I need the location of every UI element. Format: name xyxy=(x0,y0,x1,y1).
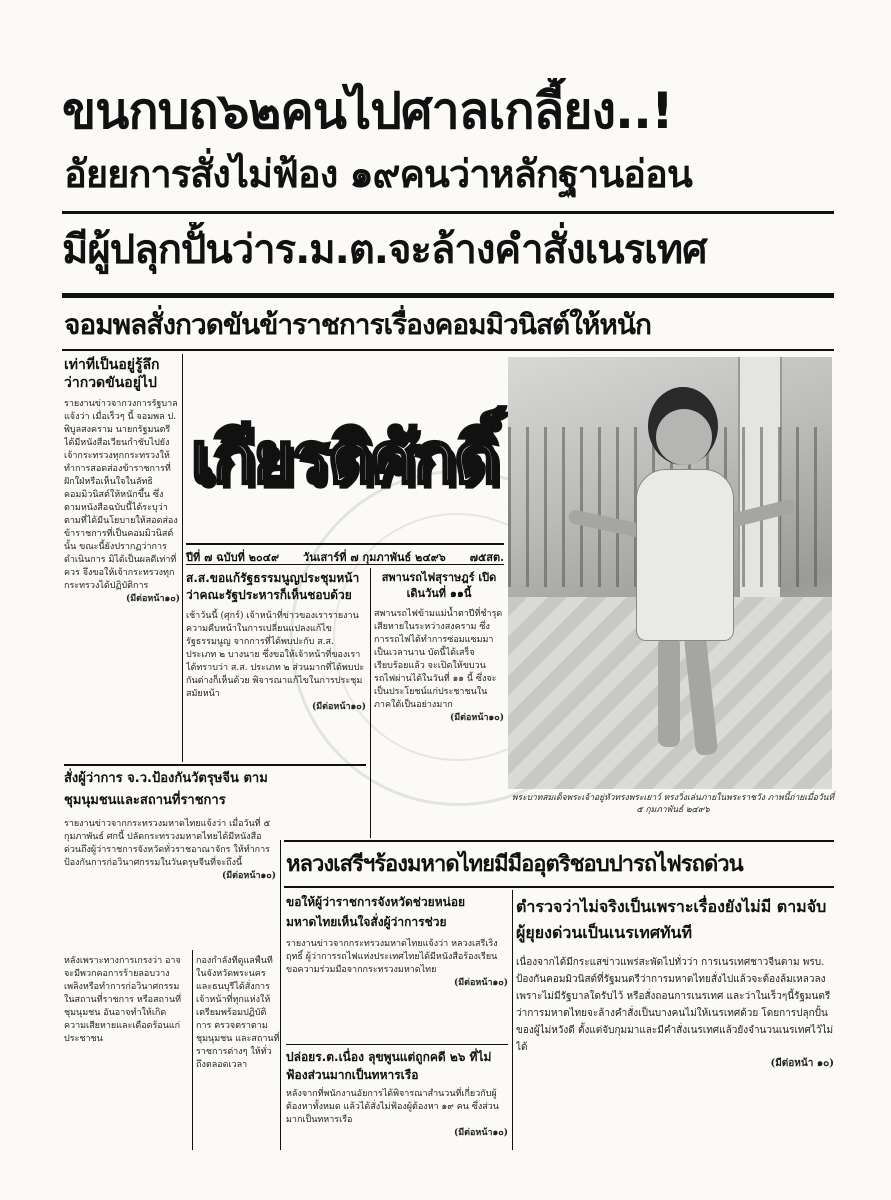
issue-number: ปีที่ ๗ ฉบับที่ ๒๐๔๙ xyxy=(186,551,280,564)
story-police-headline: ตำรวจว่าไม่จริงเป็นเพราะเรื่องยังไม่มี ตามจับผู้ยุยงด่วนเป็นเนรเทศทันที xyxy=(516,897,827,942)
masthead xyxy=(186,390,502,530)
headline-tertiary: มีผู้ปลุกปั้นว่าร.ม.ต.จะล้างคำสั่งเนรเทศ xyxy=(62,227,707,273)
rule-lower-left xyxy=(64,764,366,766)
story-constitution-headline: ส.ส.ขอแก้รัฐธรรมนูญประชุมหน้า ว่าคณะรัฐประหารก็เห็นชอบด้วย xyxy=(186,571,360,602)
story-police-body: เนื่องจากได้มีกระแสข่าวแพร่สะพัดไปทั่วว่า การเนรเทศชาวจีนตาม พรบ. ป้องกันคอมมิวนิสต์ที่รัฐมนตรีว่าการมหาดไทยสั่งไปแล้วจะต้องล้มเหลวลง เพราะไม่มีรัฐบาลใดรับไว้ หรือสั่งถอนการเนรเทศ และว่าในเร็วๆนี้รัฐมนตรีว่าการมหาดไทยจะล้างคำสั่งเป็นบางคนไม่ให้เนรเทศด้วย โดยการปลุกปั้นของผู้ไม่หวังดี ตั้งแต่จับกุมมาและมีคำสั่งเนรเทศแล้วยังจำนวนเนรเทศไว้ไม่ได้ xyxy=(516,957,834,1053)
dateline-rule xyxy=(186,564,504,565)
photo-child-body xyxy=(636,469,734,641)
story-governor xyxy=(64,768,276,948)
story-police xyxy=(516,894,834,1144)
left-column-body: รายงานข่าวจากวงการรัฐบาลแจ้งว่า เมื่อเร็วๆ นี้ จอมพล ป. พิบูลสงคราม นายกรัฐมนตรี ได้มีหนังสือเวียนกำชับไปยังเจ้ากระทรวงทุกกระทรวงให้ทำการสอดส่องข้าราชการที่ฝักใฝ่หรือเห็นใจในลัทธิคอมมิวนิสต์ให้หนักขึ้น ซึ่งตามหนังสือฉบับนี้ได้ระบุว่าตามที่ได้มีนโยบายให้สอดส่องข้าราชการที่เป็นคอมมิวนิสต์นั้น ขณะนี้ยังปรากฏว่าการดำเนินการ มิได้เป็นผลดีเท่าที่ควร จึงขอให้เจ้ากระทรวงทุกกระทรวงได้ปฏิบัติการ xyxy=(64,399,178,591)
story-railway-bridge-headline: สพานรถไฟสุราษฎร์ เปิดเดินวันที่ ๑๑นี้ xyxy=(381,571,497,600)
story-fire xyxy=(286,892,508,1042)
left-column-headline: เท่าที่เป็นอยู่รู้ลึก ว่ากวดขันอยู่ไป xyxy=(64,357,160,391)
story-police-continued: (มีต่อหน้า ๑๐) xyxy=(770,1058,834,1069)
bottom-left-column-b-body: กองกำลังที่ดูแลพื้นที่ในจังหวัดพระนครและธนบุรีได้สั่งการเจ้าหน้าที่ทุกแห่งให้เตรียมพร้อมปฏิบัติการ ตรวจตราตามชุมนุมชน และสถานที่ราชการต่างๆ ให้ทั่วถึงตลอดเวลา xyxy=(196,956,280,1070)
story-fire-headline: หลวงเสรีฯร้องมหาดไทยมีมืออุตริชอบปารถไฟรถด่วน xyxy=(286,852,743,877)
story-constitution-body: เช้าวันนี้ (ศุกร์) เจ้าหน้าที่ข่าวของเรารายงานความคืบหน้าในการเปลี่ยนแปลงแก้ไขรัฐธรรมนูญ จากการที่ได้พบปะกับ ส.ส. ประเภท ๒ บางนาย ซึ่งขอให้เจ้าหน้าที่ของเราได้ทราบว่า ส.ส. ประเภท ๒ ส่วนมากที่ได้พบปะกันต่างก็เห็นด้วย พิจารณาแก้ไขในการประชุมสมัยหน้า xyxy=(186,611,365,699)
story-railway-bridge-continued: (มีต่อหน้า๑๐) xyxy=(449,713,504,723)
story-release-headline: ปล่อยร.ต.เนื่อง ลุขพูนแต่ถูกคดี ๒๖ ที่ไม่ฟ้องส่วนมากเป็นทหารเรือ xyxy=(286,1050,492,1082)
rule-1 xyxy=(62,211,834,214)
story-governor-continued: (มีต่อหน้า๑๐) xyxy=(221,871,276,881)
story-constitution xyxy=(186,570,366,760)
story-railway-bridge-body: สพานรถไฟข้ามแม่น้ำตาปีที่ชำรุดเสียหายในระหว่างสงคราม ซึ่งการรถไฟได้ทำการซ่อมแซมมาเป็นเวลานาน บัดนี้ได้เสร็จเรียบร้อยแล้ว จะเปิดให้ขบวนรถไฟผ่านได้ในวันที่ ๑๑ นี้ ซึ่งจะเป็นประโยชน์แก่ประชาชนในภาคใต้เป็นอย่างมาก xyxy=(374,609,503,710)
photo-child-leg-left xyxy=(658,637,680,747)
vertical-rule-center xyxy=(280,840,281,1150)
photo-caption: พระบาทสมเด็จพระเจ้าอยู่หัวทรงพระเยาว์ ทรงวิ่งเล่นภายในพระราชวัง ภาพนี้ถ่ายเมื่อวันที่ ๕ กุมภาพันธ์ ๒๔๙๖ xyxy=(511,793,835,815)
story-fire-body: รายงานข่าวจากกระทรวงมหาดไทยแจ้งว่า หลวงเสรีเริงฤทธิ์ ผู้ว่าการรถไฟแห่งประเทศไทยได้มีหนังสือร้องเรียนขอความร่วมมือจากกระทรวงมหาดไทย xyxy=(286,939,498,975)
headline-main: ขนกบถ๖๒คนไปศาลเกลี้ยง..! xyxy=(62,82,673,140)
rule-banner-top xyxy=(284,840,834,842)
photo-child-face xyxy=(656,409,712,465)
rule-3 xyxy=(62,349,834,351)
vertical-rule-left xyxy=(182,354,183,762)
vertical-rule-mid xyxy=(370,568,371,838)
rule-banner-bottom xyxy=(284,886,834,888)
headline-fourth: จอมพลสั่งกวดขันข้าราชการเรื่องคอมมิวนิสต์ให้หนัก xyxy=(64,308,651,341)
story-governor-headline: สั่งผู้ว่าการ จ.ว.ป้องกันวัตรุษจีน ตามชุมนุมชนและสถานที่ราชการ xyxy=(64,771,268,808)
bottom-left-column-b xyxy=(196,955,280,1145)
story-release xyxy=(286,1048,508,1148)
rule-2 xyxy=(62,293,834,298)
issue-price: ๗๕สต. xyxy=(469,551,504,564)
left-column-continued: (มีต่อหน้า๑๐) xyxy=(125,594,180,604)
masthead-rule xyxy=(186,543,504,545)
masthead-title: เกียรติศักดิ์ xyxy=(190,417,498,499)
story-governor-body: รายงานข่าวจากกระทรวงมหาดไทยแจ้งว่า เมื่อวันที่ ๕ กุมภาพันธ์ ศกนี้ ปลัดกระทรวงมหาดไทยได้มีหนังสือด่วนถึงผู้ว่าราชการจังหวัดทั่วราชอาณาจักร ให้ทำการป้องกันการก่อวินาศกรรมในวันตรุษจีนที่จะถึงนี้ xyxy=(64,819,271,868)
story-release-body: หลังจากที่พนักงานอัยการได้พิจารณาสำนวนที่เกี่ยวกับผู้ต้องหาทั้งหมด แล้วได้สั่งไม่ฟ้องผู้ต้องหา ๑๙ คน ซึ่งส่วนมากเป็นทหารเรือ xyxy=(286,1089,499,1125)
issue-date: วันเสาร์ที่ ๗ กุมภาพันธ์ ๒๔๙๖ xyxy=(303,551,446,564)
story-constitution-continued: (มีต่อหน้า๑๐) xyxy=(311,702,366,712)
story-fire-continued: (มีต่อหน้า๑๐) xyxy=(453,978,508,988)
headline-secondary: อัยยการสั่งไม่ฟ้อง ๑๙คนว่าหลักฐานอ่อน xyxy=(64,152,692,196)
vertical-rule-right xyxy=(512,890,513,1150)
story-release-continued: (มีต่อหน้า๑๐) xyxy=(453,1128,508,1138)
front-page-photo xyxy=(508,357,832,789)
story-fire-subheadline: ขอให้ผู้ว่าราชการจังหวัดช่วยหน่อย มหาดไทยเห็นใจสั่งผู้ว่าการช่วย xyxy=(286,895,466,929)
left-column-story xyxy=(64,356,180,756)
vertical-rule-bottom xyxy=(192,950,193,1150)
bottom-left-column-a-body: หลังเพราะทางการเกรงว่า อาจจะมีพวกคอการร้ายลอบวางเพลิงหรือทำการก่อวินาศกรรมในสถานที่ราชการ หรือสถานที่ชุมนุมชน อันอาจทำให้เกิดความเสียหายและเดือดร้อนแก่ประชาชน xyxy=(64,956,182,1044)
bottom-left-column-a xyxy=(64,955,188,1145)
story-railway-bridge xyxy=(374,570,504,840)
rule-release-top xyxy=(286,1044,508,1045)
